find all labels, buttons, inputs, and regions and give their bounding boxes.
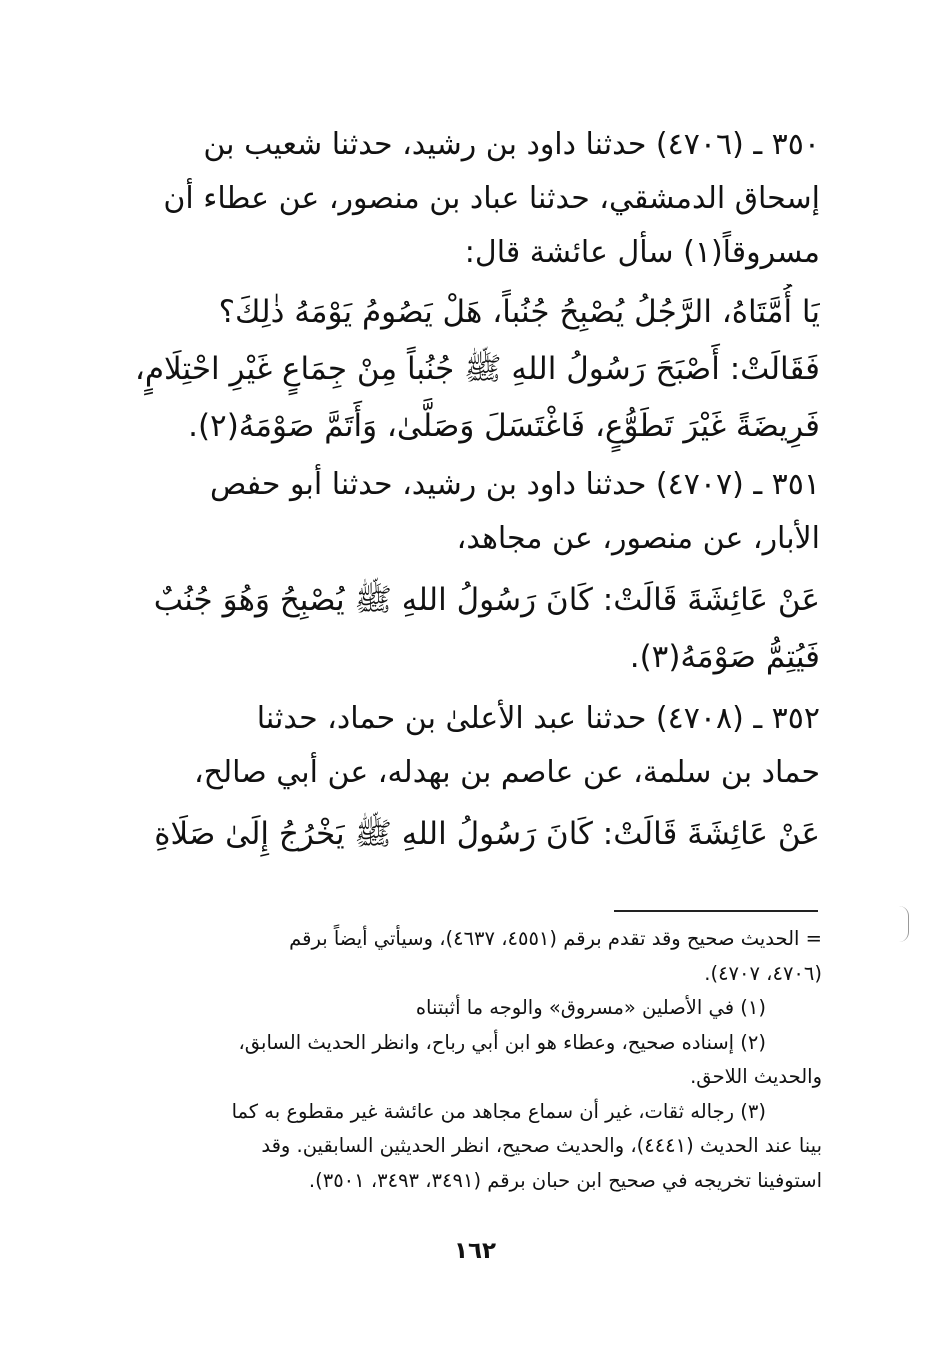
footnote-continued-line: (٤٧٠٦، ٤٧٠٧). <box>704 961 822 985</box>
footnote-3-line: استوفينا تخريجه في صحيح ابن حبان برقم (٣٤٩١، ٣٤٩٣، ٣٥٠١). <box>308 1168 822 1192</box>
footnote-separator <box>614 910 818 912</box>
matn-line: عَنْ عَائِشَةَ قَالَتْ: كَانَ رَسُولُ اللهِ ﷺ يُصْبِحُ وَهُوَ جُنُبٌ <box>153 582 820 618</box>
footnote-2-line: (٢) إسناده صحيح، وعطاء هو ابن أبي رباح، وانظر الحديث السابق، <box>238 1030 766 1054</box>
footnote-1: (١) في الأصلين «مسروق» والوجه ما أثبتناه <box>415 996 766 1019</box>
matn-line: يَا أُمَّتَاهُ، الرَّجُلُ يُصْبِحُ جُنُباً، هَلْ يَصُومُ يَوْمَهُ ذٰلِكَ؟ <box>218 294 820 330</box>
isnad-line: ٣٥٠ ـ (٤٧٠٦) حدثنا داود بن رشيد، حدثنا شعيب بن <box>203 127 820 162</box>
isnad-line: ٣٥١ ـ (٤٧٠٧) حدثنا داود بن رشيد، حدثنا أبو حفص <box>210 467 820 502</box>
matn-line: فَيُتِمُّ صَوْمَهُ(٣). <box>629 639 820 675</box>
footnote-continued-line: = الحديث صحيح وقد تقدم برقم (٤٥٥١، ٤٦٣٧)، وسيأتي أيضاً برقم <box>289 927 822 950</box>
page-edge-mark <box>898 906 909 942</box>
hadith-351-matn <box>128 572 820 686</box>
matn-line: فَرِيضَةً غَيْرَ تَطَوُّعٍ، فَاغْتَسَلَ وَصَلَّىٰ، وَأَتَمَّ صَوْمَهُ(٢). <box>188 408 820 444</box>
hadith-352-isnad <box>128 692 820 800</box>
footnotes <box>124 922 822 1198</box>
isnad-line: حماد بن سلمة، عن عاصم بن بهدله، عن أبي صالح، <box>193 755 820 790</box>
hadith-351-isnad <box>128 458 820 566</box>
footnote-3-line: بينا عند الحديث (٤٤٤١)، والحديث صحيح، انظر الحديثين السابقين. وقد <box>261 1134 822 1157</box>
isnad-line: مسروقاً(١) سأل عائشة قال: <box>464 235 820 270</box>
footnote-2-line: والحديث اللاحق. <box>690 1065 822 1088</box>
page-number: ١٦٢ <box>453 1238 497 1264</box>
isnad-line: الأبار، عن منصور، عن مجاهد، <box>456 521 820 556</box>
hadith-352-matn <box>128 806 820 863</box>
isnad-line: ٣٥٢ ـ (٤٧٠٨) حدثنا عبد الأعلىٰ بن حماد، حدثنا <box>256 701 820 736</box>
isnad-line: إسحاق الدمشقي، حدثنا عباد بن منصور، عن عطاء أن <box>163 181 820 216</box>
footnote-3-line: (٣) رجاله ثقات، غير أن سماع مجاهد من عائشة غير مقطوع به كما <box>231 1099 766 1123</box>
matn-line: عَنْ عَائِشَةَ قَالَتْ: كَانَ رَسُولُ اللهِ ﷺ يَخْرُجُ إِلَىٰ صَلَاةِ <box>154 816 820 852</box>
matn-line: فَقَالَتْ: أَصْبَحَ رَسُولُ اللهِ ﷺ جُنُباً مِنْ جِمَاعٍ غَيْرِ احْتِلَامٍ، <box>134 351 820 387</box>
hadith-350-matn <box>128 284 820 455</box>
hadith-350-isnad <box>128 118 820 280</box>
